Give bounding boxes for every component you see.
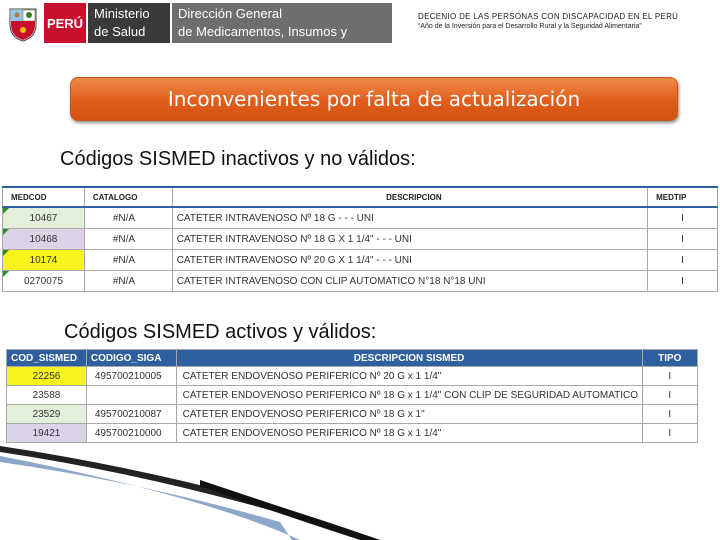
descripcion-cell: CATETER INTRAVENOSO Nº 20 G X 1 1/4" - - - UNI bbox=[172, 250, 647, 271]
cod-sismed-cell: 19421 bbox=[7, 424, 87, 443]
column-header: CATALOGO bbox=[84, 187, 172, 207]
table-row bbox=[3, 229, 718, 250]
medcod-cell: 10468 bbox=[3, 229, 85, 250]
descripcion-cell: CATETER INTRAVENOSO CON CLIP AUTOMATICO N°18 N°18 UNI bbox=[172, 271, 647, 292]
table-row bbox=[7, 386, 698, 405]
medtip-cell: I bbox=[648, 271, 718, 292]
cell-flag-icon bbox=[3, 271, 9, 277]
table-row bbox=[3, 250, 718, 271]
column-header: DESCRIPCION SISMED bbox=[176, 350, 642, 367]
descripcion-sismed-cell: CATETER ENDOVENOSO PERIFERICO Nº 18 G x 1 1/4" bbox=[176, 424, 642, 443]
ministerio-line2: de Salud bbox=[94, 24, 146, 39]
column-header: DESCRIPCION bbox=[172, 187, 647, 207]
anio-text: “Año de la Inversión para el Desarrollo Rural y la Seguridad Alimentaria” bbox=[418, 23, 642, 30]
slide-header bbox=[0, 0, 720, 57]
tipo-cell: I bbox=[642, 386, 697, 405]
decorative-ribbon bbox=[0, 440, 720, 540]
descripcion-cell: CATETER INTRAVENOSO Nº 18 G - - - UNI bbox=[172, 207, 647, 229]
codigo-siga-cell: 495700210000 bbox=[86, 424, 176, 443]
cod-sismed-cell: 23588 bbox=[7, 386, 87, 405]
cod-sismed-cell: 22256 bbox=[7, 367, 87, 386]
catalogo-cell: #N/A bbox=[84, 271, 172, 292]
table-row bbox=[3, 271, 718, 292]
direccion-line1: Dirección General bbox=[178, 6, 283, 21]
medtip-cell: I bbox=[648, 250, 718, 271]
column-header: TIPO bbox=[642, 350, 697, 367]
medtip-cell: I bbox=[648, 207, 718, 229]
cell-flag-icon bbox=[3, 229, 9, 235]
codigo-siga-cell bbox=[86, 386, 176, 405]
catalogo-cell: #N/A bbox=[84, 229, 172, 250]
active-codes-table bbox=[6, 349, 698, 443]
descripcion-sismed-cell: CATETER ENDOVENOSO PERIFERICO Nº 18 G x 1" bbox=[176, 405, 642, 424]
column-header: CODIGO_SIGA bbox=[86, 350, 176, 367]
descripcion-sismed-cell: CATETER ENDOVENOSO PERIFERICO Nº 18 G x 1 1/4" CON CLIP DE SEGURIDAD AUTOMATICO bbox=[176, 386, 642, 405]
inactive-codes-heading: Códigos SISMED inactivos y no válidos: bbox=[60, 148, 416, 170]
ministerio-logo bbox=[88, 3, 170, 43]
medtip-cell: I bbox=[648, 229, 718, 250]
tipo-cell: I bbox=[642, 424, 697, 443]
cod-sismed-cell: 23529 bbox=[7, 405, 87, 424]
column-header: COD_SISMED bbox=[7, 350, 87, 367]
active-codes-heading: Códigos SISMED activos y válidos: bbox=[64, 321, 377, 343]
cell-flag-icon bbox=[3, 250, 9, 256]
inactive-codes-table bbox=[2, 186, 718, 292]
ministerio-line1: Ministerio bbox=[94, 6, 150, 21]
tipo-cell: I bbox=[642, 367, 697, 386]
slide-title: Inconvenientes por falta de actualización bbox=[70, 77, 678, 121]
national-seal-icon bbox=[4, 5, 42, 43]
descripcion-cell: CATETER INTRAVENOSO Nº 18 G X 1 1/4" - - - UNI bbox=[172, 229, 647, 250]
direccion-line2: de Medicamentos, Insumos y Drogas bbox=[178, 24, 348, 57]
table-header-row bbox=[7, 350, 698, 367]
peru-logo: PERÚ bbox=[44, 3, 86, 43]
column-header: MEDTIP bbox=[648, 187, 718, 207]
codigo-siga-cell: 495700210087 bbox=[86, 405, 176, 424]
medcod-cell: 10467 bbox=[3, 207, 85, 229]
direccion-logo bbox=[172, 3, 392, 57]
table-row bbox=[3, 207, 718, 229]
tipo-cell: I bbox=[642, 405, 697, 424]
table-header-row bbox=[3, 187, 718, 207]
column-header: MEDCOD bbox=[3, 187, 85, 207]
descripcion-sismed-cell: CATETER ENDOVENOSO PERIFERICO Nº 20 G x 1 1/4" bbox=[176, 367, 642, 386]
catalogo-cell: #N/A bbox=[84, 250, 172, 271]
table-row bbox=[7, 367, 698, 386]
decenio-text: DECENIO DE LAS PERSONAS CON DISCAPACIDAD EN EL PERÚ bbox=[418, 12, 679, 21]
catalogo-cell: #N/A bbox=[84, 207, 172, 229]
cell-flag-icon bbox=[3, 208, 9, 214]
medcod-cell: 10174 bbox=[3, 250, 85, 271]
medcod-cell: 0270075 bbox=[3, 271, 85, 292]
table-row bbox=[7, 405, 698, 424]
codigo-siga-cell: 495700210005 bbox=[86, 367, 176, 386]
